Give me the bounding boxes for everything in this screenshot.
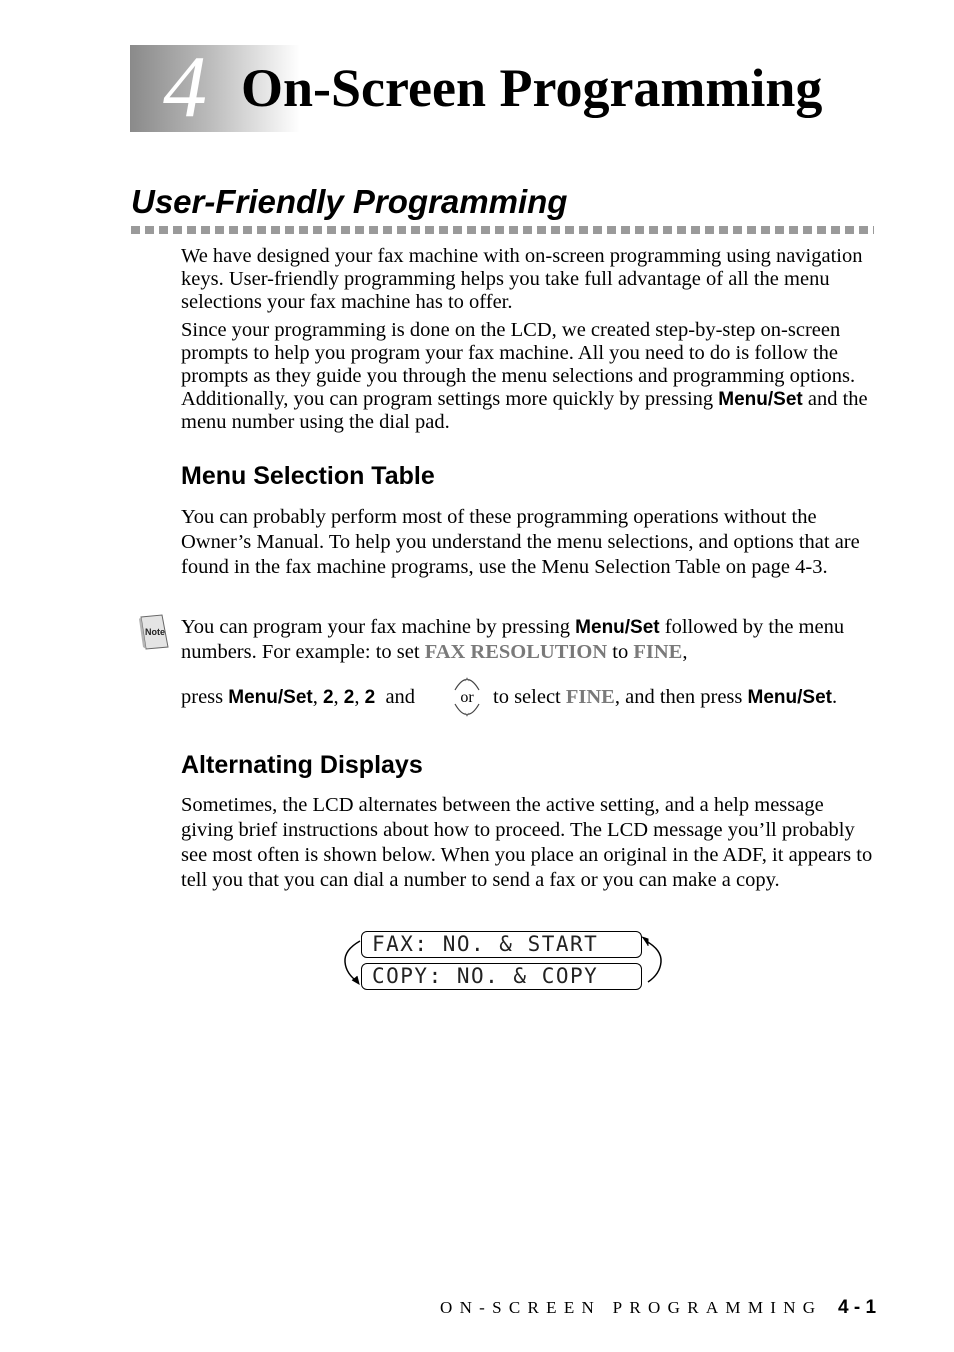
section-divider	[131, 226, 874, 234]
menu-selection-heading: Menu Selection Table	[181, 462, 435, 490]
menu-set-key: Menu/Set	[228, 687, 313, 708]
note-text-part: and	[385, 686, 416, 708]
intro-paragraph-2	[181, 319, 875, 434]
lcd-display-line-2: COPY: NO. & COPY	[361, 963, 642, 990]
note-text-part: press	[181, 686, 229, 708]
note-text-part: followed by the menu numbers. For example: to set	[181, 616, 845, 663]
note-text-part: ,	[682, 641, 688, 663]
note-icon	[138, 614, 170, 650]
note-text-part: .	[831, 686, 838, 708]
note-press-line: press Menu/Set, 2, 2, 2 and	[181, 686, 416, 708]
intro-paragraph-2-text: Since your programming is done on the LCD, we created step-by-step on-screen prompts to help you program your fax machine. All you need to do is follow the prompts as they guide you through the menu selections and programming options. Additionally, you can program settings more quickly by pressing	[181, 319, 856, 410]
section-title: User-Friendly Programming	[131, 183, 568, 220]
note-text-part: to select	[493, 686, 566, 708]
menu-set-key: Menu/Set	[747, 687, 832, 708]
note-text-part: , and then press	[614, 686, 748, 708]
lcd-setting-value: FINE	[633, 641, 683, 663]
up-down-arrow-keys-icon	[451, 673, 483, 721]
intro-paragraph-2-tail: and the menu number using the dial pad.	[181, 388, 868, 433]
alternating-displays-paragraph: Sometimes, the LCD alternates between the active setting, and a help message giving brief instructions about how to proceed. The LCD message you’ll probably see most often is shown below. When you place an original in the ADF, it appears to tell you that you can dial a number to send a fax or you can make a copy.	[181, 794, 873, 891]
menu-set-key: Menu/Set	[575, 617, 660, 638]
chapter-title: On-Screen Programming	[241, 58, 823, 118]
lcd-setting-value: FINE	[565, 686, 615, 708]
note-text-part: to	[607, 641, 634, 663]
chapter-number: 4	[163, 39, 207, 136]
footer-chapter-label: ON-SCREEN PROGRAMMING	[440, 1298, 823, 1317]
alternating-displays-heading: Alternating Displays	[181, 751, 423, 779]
note-text	[181, 615, 875, 665]
menu-selection-paragraph: You can probably perform most of these programming operations without the Owner’s Manual. To help you understand the menu selections, and options that are found in the fax machine programs, use the Menu Selection Table on page 4-3.	[181, 506, 860, 578]
note-icon-label: Note	[145, 627, 165, 637]
lcd-display-line-1: FAX: NO. & START	[361, 931, 642, 958]
menu-set-key: Menu/Set	[718, 389, 803, 410]
note-text-part: You can program your fax machine by pressing	[181, 616, 576, 638]
dial-key-2: 2	[343, 687, 355, 708]
note-select-line	[493, 686, 837, 709]
lcd-setting-name: FAX RESOLUTION	[424, 641, 608, 663]
intro-paragraph-1: We have designed your fax machine with on-screen programming using navigation keys. User-friendly programming helps you take full advantage of all the menu selections your fax machine has to offer.	[181, 245, 863, 313]
page-number: 4 - 1	[838, 1297, 877, 1318]
or-label: or	[460, 689, 474, 706]
dial-key-2: 2	[364, 687, 376, 708]
dial-key-2: 2	[322, 687, 334, 708]
